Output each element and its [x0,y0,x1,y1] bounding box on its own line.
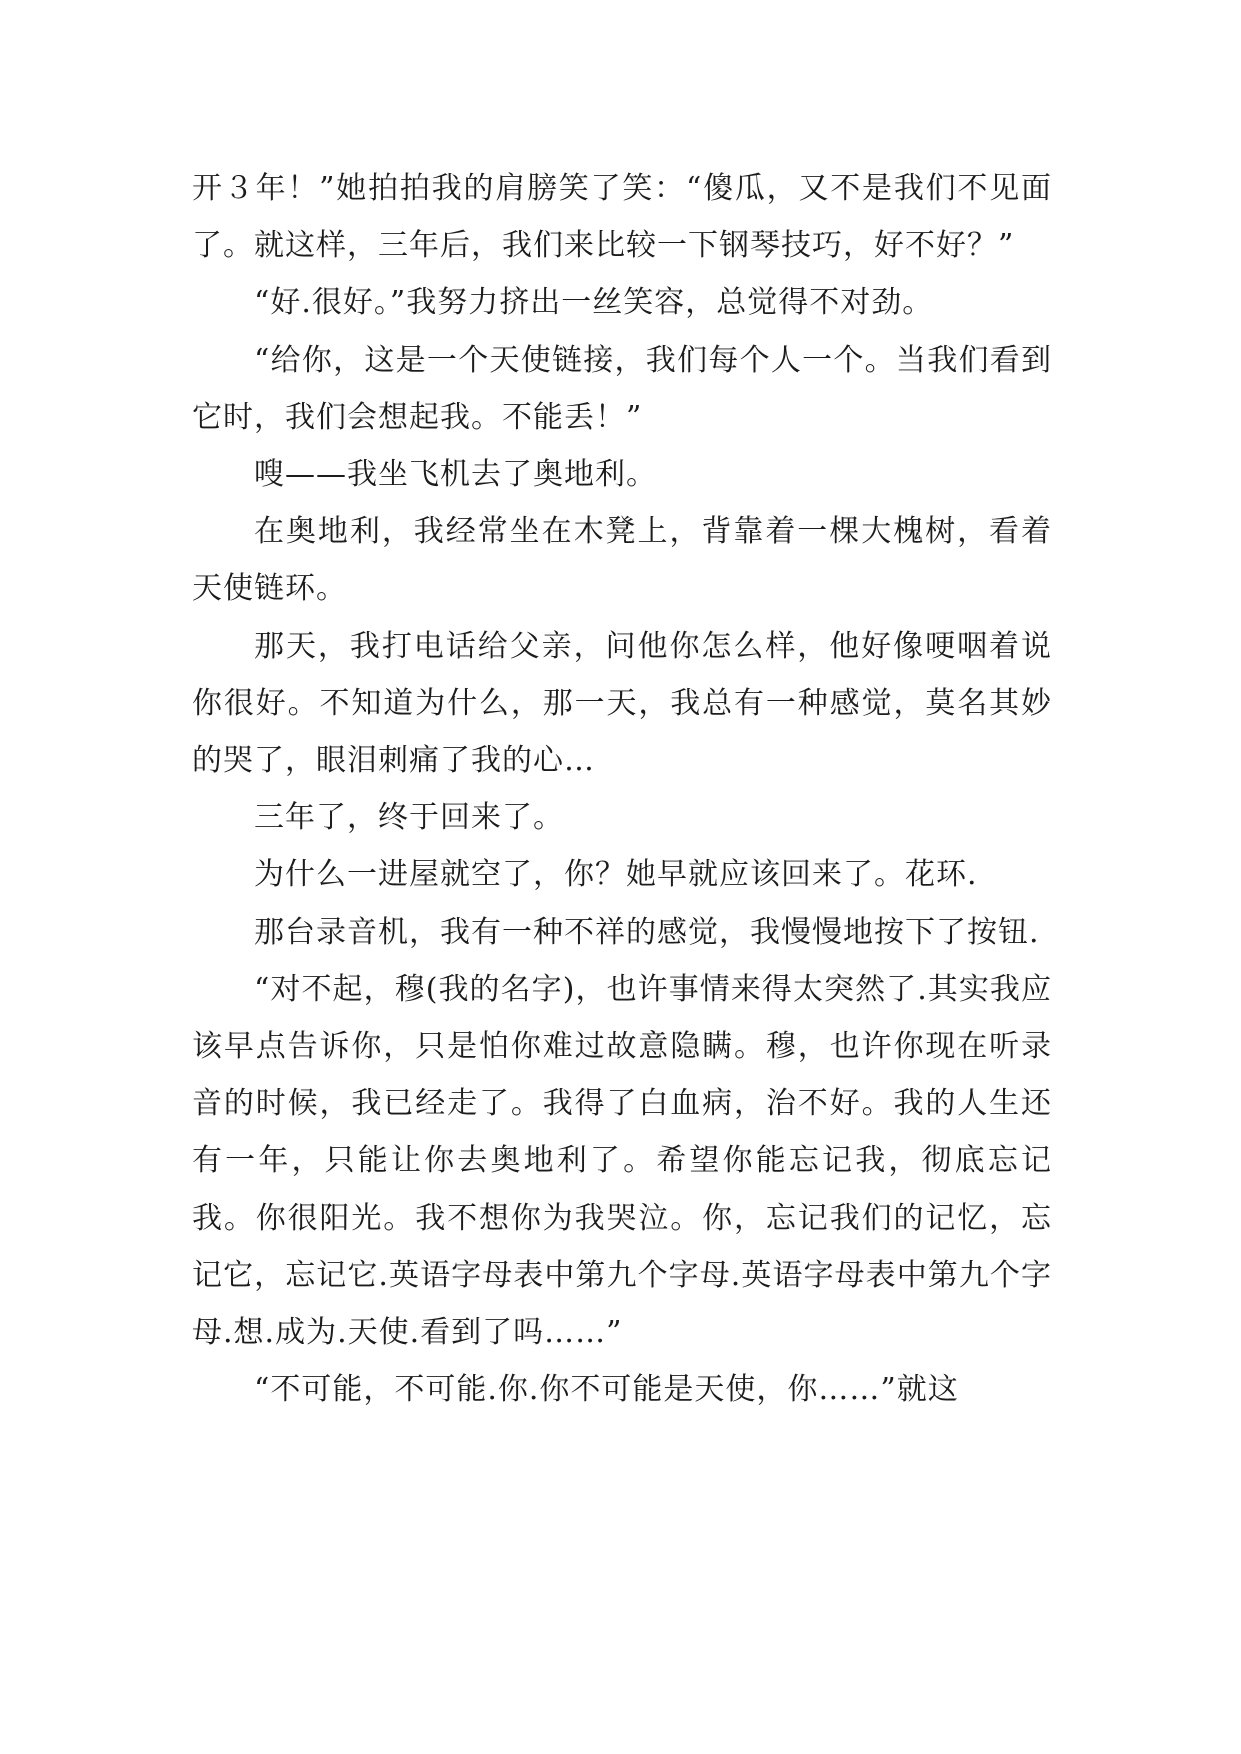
paragraph: “好.很好。”我努力挤出一丝笑容，总觉得不对劲。 [254,285,934,321]
document-body [192,160,1052,1418]
paragraph: 为什么一进屋就空了，你？她早就应该回来了。花环. [254,857,978,893]
paragraph: “给你，这是一个天使链接，我们每个人一个。当我们看到它时，我们会想起我。不能丢！” [192,342,1052,435]
paragraph: 那台录音机，我有一种不祥的感觉，我慢慢地按下了按钮. [254,914,1040,950]
paragraph: 嗖——我坐飞机去了奥地利。 [254,457,657,493]
paragraph: “对不起，穆(我的名字)，也许事情来得太突然了.其实我应该早点告诉你，只是怕你难过故意隐瞒。穆，也许你现在听录音的时候，我已经走了。我得了白血病，治不好。我的人生还有一年，只能让你去奥地利了。希望你能忘记我，彻底忘记我。你很阳光。我不想你为我哭泣。你，忘记我们的记忆，忘记它，忘记它.英语字母表中第九个字母.英语字母表中第九个字母.想.成为.天使.看到了吗……” [192,971,1052,1351]
paragraph: 开３年！”她拍拍我的肩膀笑了笑：“傻瓜，又不是我们不见面了。就这样，三年后，我们来比较一下钢琴技巧，好不好？” [192,171,1052,264]
paragraph: “不可能，不可能.你.你不可能是天使，你……”就这 [254,1372,959,1408]
paragraph: 三年了，终于回来了。 [254,800,564,836]
paragraph: 那天，我打电话给父亲，问他你怎么样，他好像哽咽着说你很好。不知道为什么，那一天，我总有一种感觉，莫名其妙的哭了，眼泪刺痛了我的心… [192,628,1052,779]
paragraph: 在奥地利，我经常坐在木凳上，背靠着一棵大槐树，看着天使链环。 [192,514,1052,607]
